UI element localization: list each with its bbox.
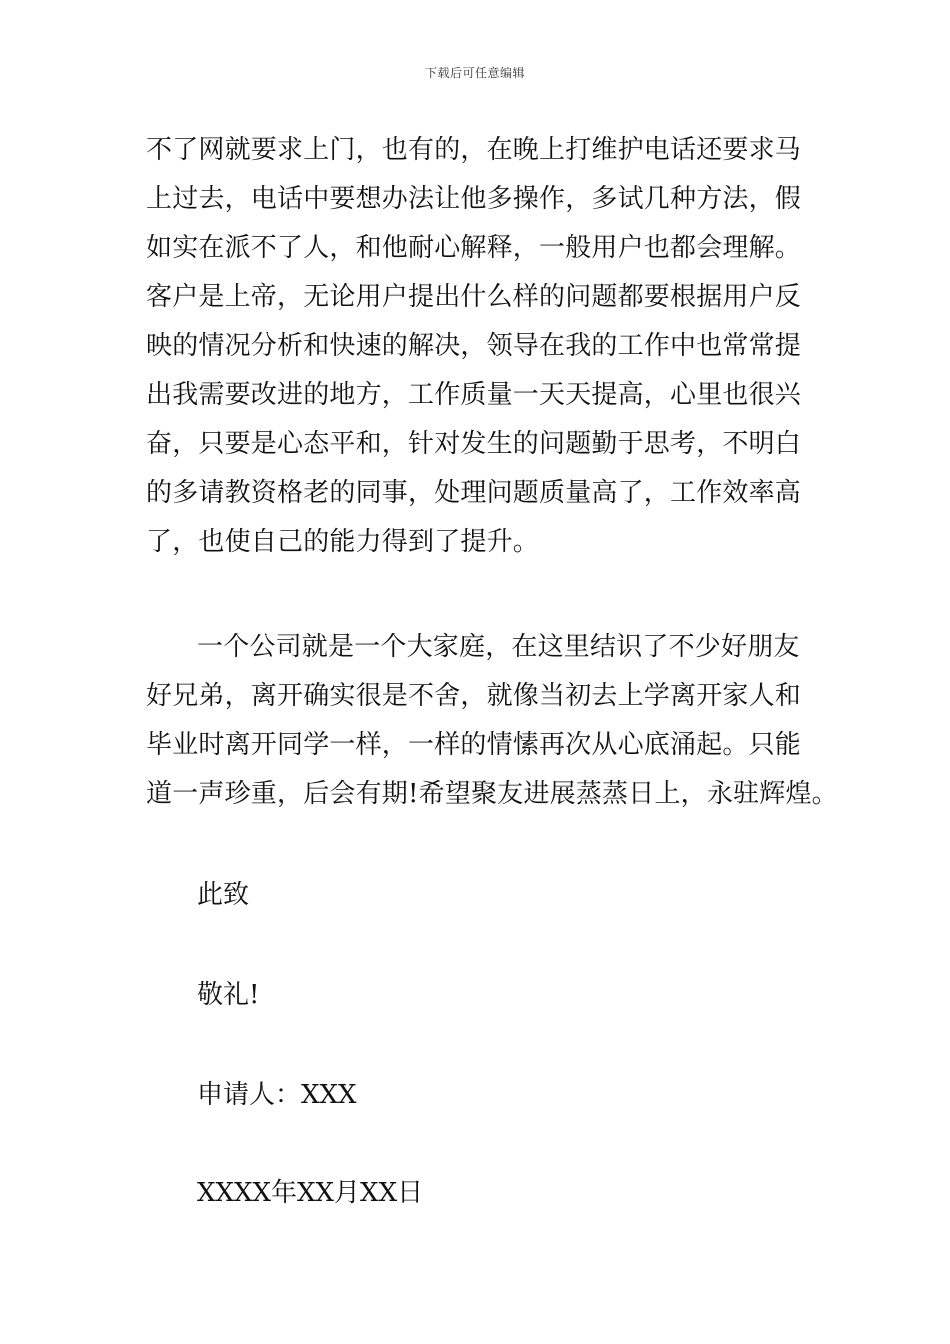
closing-salutation: 此致	[197, 880, 250, 910]
paragraph-line: 上过去，电话中要想办法让他多操作，多试几种方法，假	[146, 184, 802, 214]
page-header-note: 下载后可任意编辑	[424, 66, 525, 80]
paragraph-line: 不了网就要求上门，也有的，在晚上打维护电话还要求马	[146, 135, 802, 165]
paragraph-line: 如实在派不了人，和他耐心解释，一般用户也都会理解。	[146, 233, 802, 263]
paragraph-line: 毕业时离开同学一样，一样的情愫再次从心底涌起。只能	[146, 730, 802, 760]
paragraph-line: 客户是上帝，无论用户提出什么样的问题都要根据用户反	[146, 282, 802, 312]
document-date: XXXX年XX月XX日	[197, 1178, 424, 1208]
paragraph-line: 的多请教资格老的同事，处理问题质量高了，工作效率高	[146, 478, 802, 508]
paragraph-line: 出我需要改进的地方，工作质量一天天提高，心里也很兴	[146, 380, 802, 410]
paragraph-line: 一个公司就是一个大家庭，在这里结识了不少好朋友	[197, 632, 800, 662]
applicant-signature: 申请人：XXX	[197, 1080, 357, 1110]
closing-regards: 敬礼!	[197, 980, 260, 1010]
paragraph-line: 好兄弟，离开确实很是不舍，就像当初去上学离开家人和	[146, 681, 802, 711]
paragraph-line: 了，也使自己的能力得到了提升。	[146, 527, 540, 557]
paragraph-line: 道一声珍重，后会有期!希望聚友进展蒸蒸日上，永驻辉煌。	[146, 779, 838, 809]
paragraph-line: 映的情况分析和快速的解决，领导在我的工作中也常常提	[146, 331, 802, 361]
paragraph-line: 奋，只要是心态平和，针对发生的问题勤于思考，不明白	[146, 429, 802, 459]
